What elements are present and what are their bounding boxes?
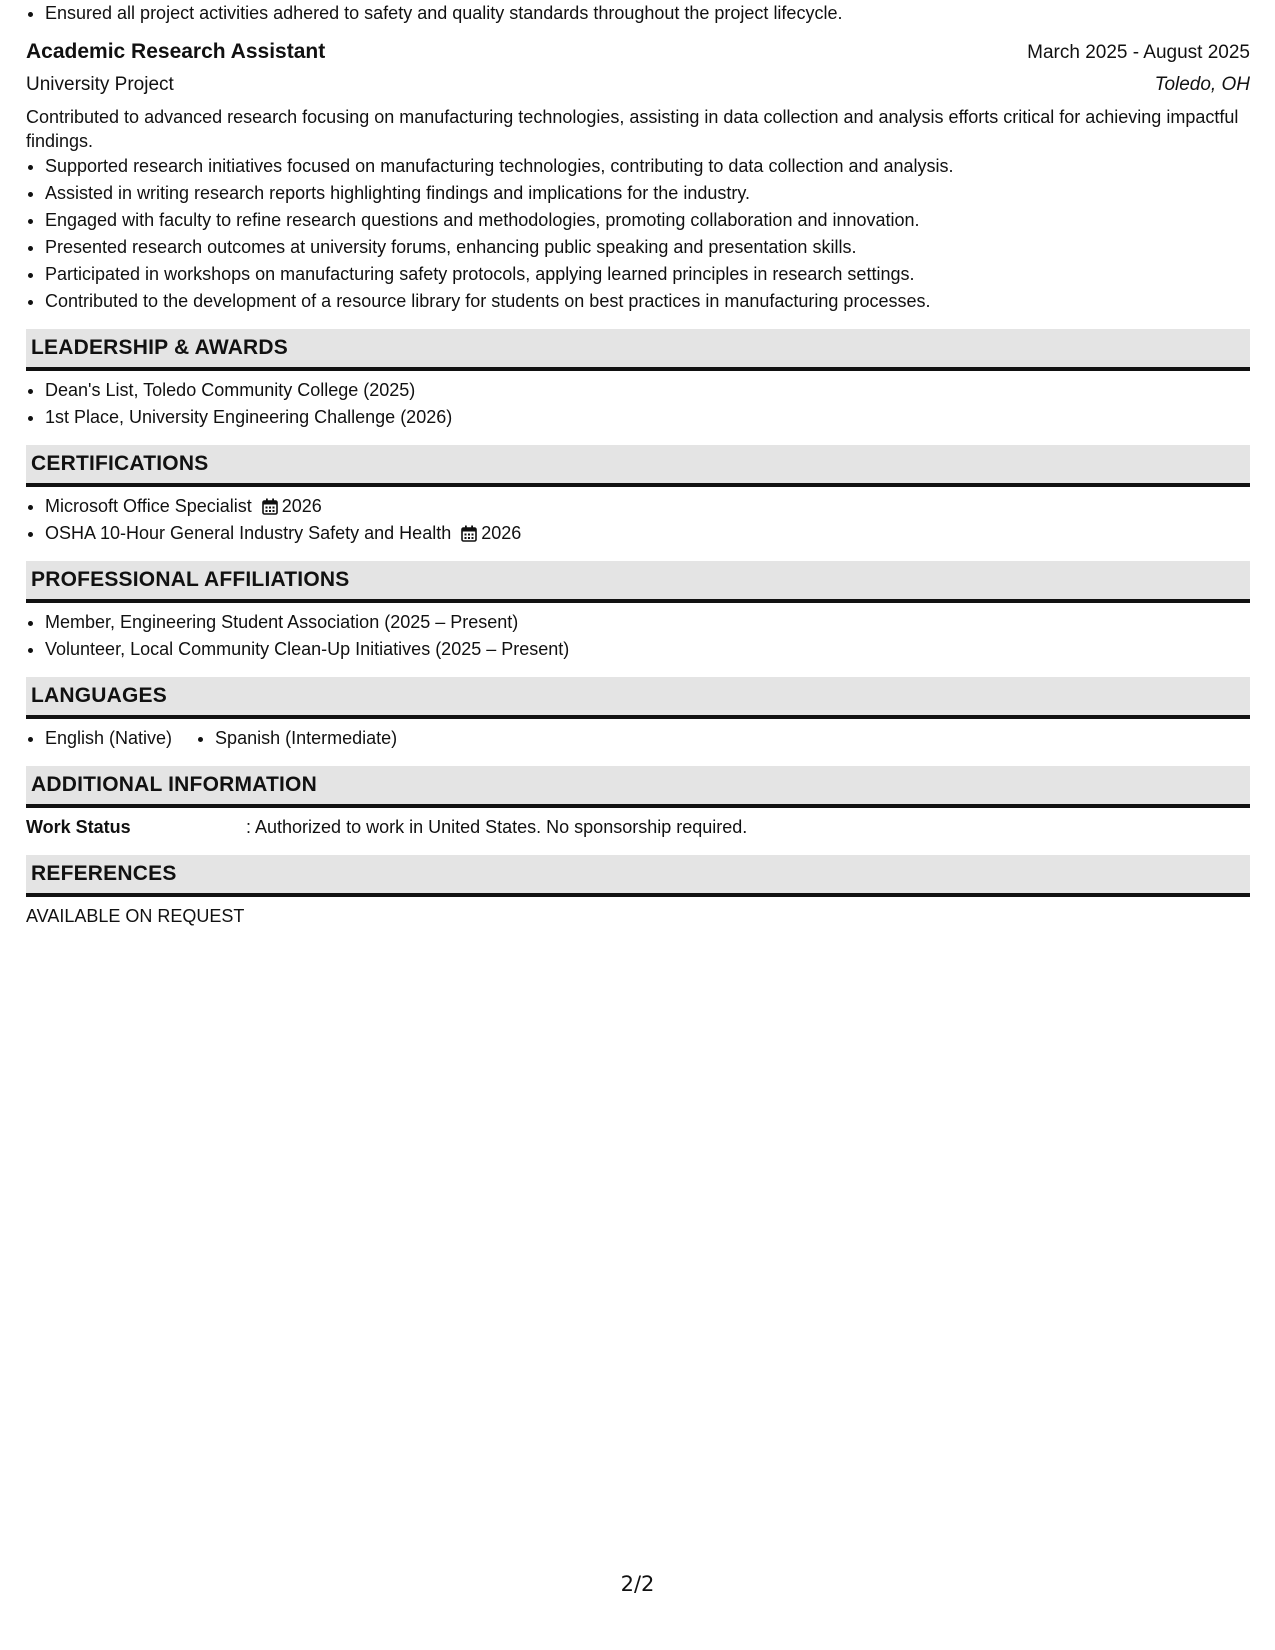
certifications-list (26, 493, 1250, 547)
list-item: • Engaged with faculty to refine research questions and methodologies, promoting collaboration and innovation. (45, 207, 1250, 234)
list-item: • Member, Engineering Student Association (2025 – Present) (45, 609, 1250, 636)
language-item: • English (Native) (45, 725, 172, 752)
section-heading-leadership: LEADERSHIP & AWARDS (26, 329, 1250, 371)
job-summary: Contributed to advanced research focusing on manufacturing technologies, assisting in data collection and analysis efforts critical for achieving impactful findings. (26, 107, 1239, 151)
job-entry (26, 38, 1250, 315)
calendar-icon (461, 525, 477, 542)
certification-item (45, 493, 1250, 520)
job-organization: University Project (26, 74, 174, 95)
list-item: • Contributed to the development of a resource library for students on best practices in manufacturing processes. (45, 288, 1250, 315)
section-heading-additional-info: ADDITIONAL INFORMATION (26, 766, 1250, 808)
list-item: • Ensured all project activities adhered to safety and quality standards throughout the project lifecycle. (45, 0, 1250, 27)
job-title: Academic Research Assistant (26, 40, 326, 63)
list-item: • Dean's List, Toledo Community College (2025) (45, 377, 1250, 404)
job-subheader (26, 72, 1250, 98)
certification-year: 2026 (281, 496, 322, 516)
calendar-icon (262, 498, 278, 515)
list-item: • Presented research outcomes at university forums, enhancing public speaking and presentation skills. (45, 234, 1250, 261)
section-heading-certifications: CERTIFICATIONS (26, 445, 1250, 487)
languages-list (26, 725, 1250, 752)
certification-name: Microsoft Office Specialist (45, 496, 252, 516)
job-dates: March 2025 - August 2025 (1027, 42, 1250, 63)
leadership-list (26, 377, 1250, 431)
section-heading-affiliations: PROFESSIONAL AFFILIATIONS (26, 561, 1250, 603)
work-status-label: Work Status (26, 817, 131, 837)
affiliations-list (26, 609, 1250, 663)
job-location: Toledo, OH (1154, 74, 1250, 95)
certification-item (45, 520, 1250, 547)
job-bullet-list (26, 153, 1250, 315)
section-heading-references: REFERENCES (26, 855, 1250, 897)
section-heading-languages: LANGUAGES (26, 677, 1250, 719)
work-status-row (26, 814, 1250, 841)
certification-name: OSHA 10-Hour General Industry Safety and Health (45, 523, 452, 543)
list-item: • Supported research initiatives focused on manufacturing technologies, contributing to data collection and analysis. (45, 153, 1250, 180)
list-item: • 1st Place, University Engineering Challenge (2026) (45, 404, 1250, 431)
page-number: 2/2 (620, 1572, 655, 1596)
references-text: AVAILABLE ON REQUEST (26, 906, 245, 926)
list-item: • Volunteer, Local Community Clean-Up Initiatives (2025 – Present) (45, 636, 1250, 663)
work-status-value: : Authorized to work in United States. No sponsorship required. (246, 817, 748, 837)
language-item: • Spanish (Intermediate) (215, 725, 397, 752)
list-item: • Assisted in writing research reports highlighting findings and implications for the industry. (45, 180, 1250, 207)
certification-year: 2026 (481, 523, 522, 543)
language-group (26, 725, 172, 752)
job-header (26, 38, 1250, 67)
resume-page (26, 0, 1250, 930)
list-item: • Participated in workshops on manufacturing safety protocols, applying learned principles in research settings. (45, 261, 1250, 288)
experience-carryover-list (26, 0, 1250, 27)
language-group (196, 725, 397, 752)
